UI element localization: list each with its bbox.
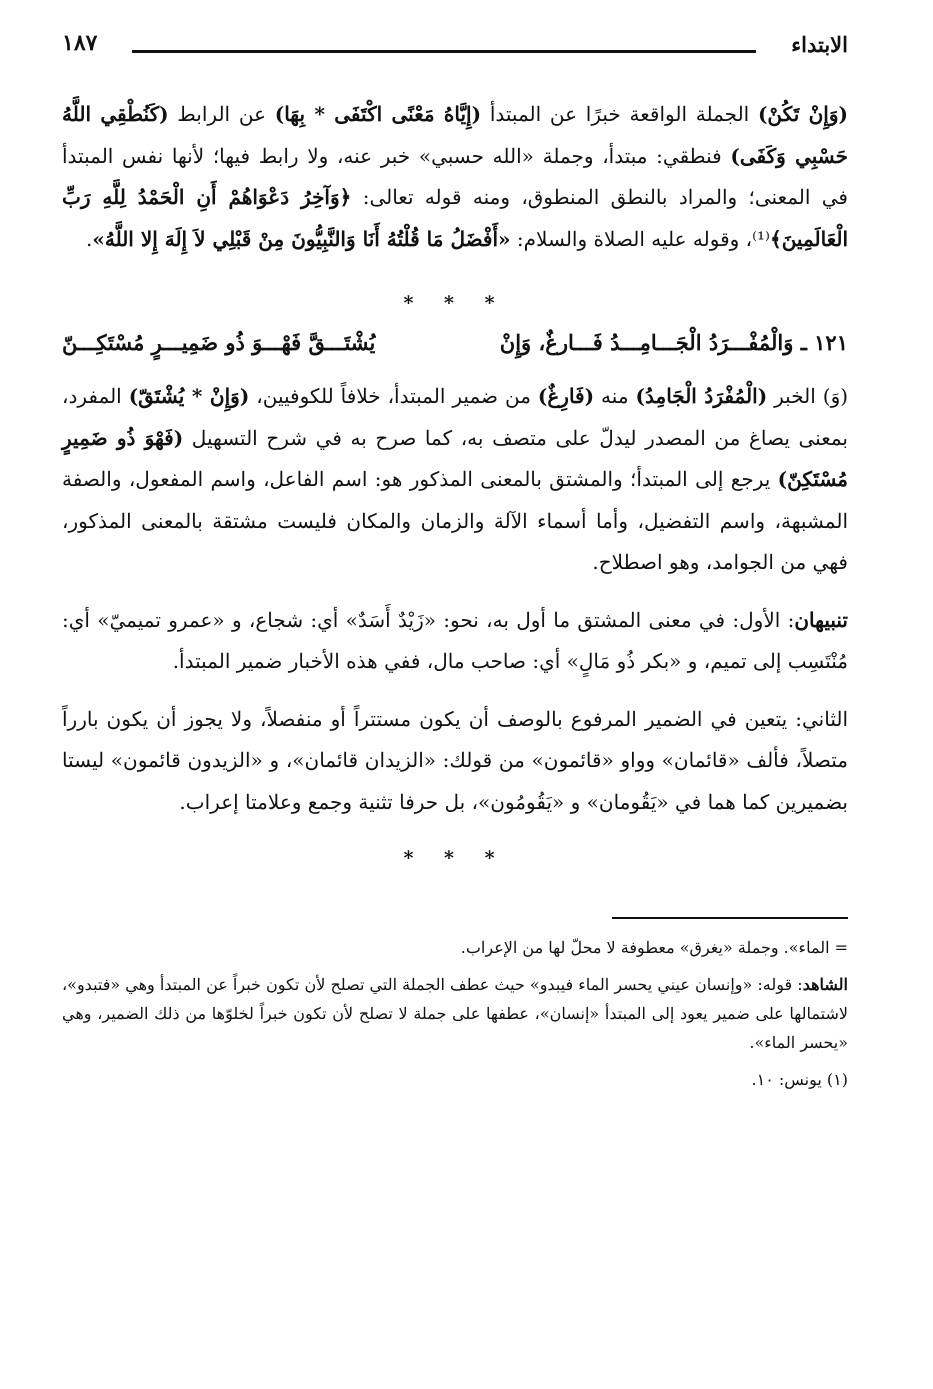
text-span: (كَنُطْقِي اللَّهُ حَسْبِي وَكَفَى) xyxy=(62,102,848,168)
text-span: (فَهْوَ ذُو ضَمِيرٍ مُسْتَكِنّ) xyxy=(62,425,848,491)
section-separator: * * * xyxy=(403,292,507,314)
text-span: (وَإِنْ تَكُنْ) xyxy=(757,102,848,126)
hadith-quote: «أَفْضَلُ مَا قُلْتُهُ أَنَا وَالنَّبِيُّونَ مِنْ قَبْلِي لاَ إِلَهَ إِلا اللَّهُ» xyxy=(92,226,511,251)
page-number: ١٨٧ xyxy=(62,30,98,56)
paragraph-4: الثاني: يتعين في الضمير المرفوع بالوصف أن يكون مستتراً أو منفصلاً، ولا يجوز أن يكون بارراً متصلاً، فألف «قائمان» وواو «قائمون» من قولك: «الزيدان قائمان»، و «الزيدون قائمون» ليستا بضميرين كما هما في «يَقُومان» و «يَقُومُون»، بل حرفا تثنية وجمع وعلامتا إعراب. xyxy=(62,706,849,814)
footnote-label: الشاهد xyxy=(802,975,848,994)
text-span: (إِيَّاهُ مَعْنًى اكْتَفَى * بِهَا) xyxy=(274,102,482,126)
note-heading: تنبيهان xyxy=(794,607,848,632)
text-span: منه xyxy=(594,384,636,408)
text-span: : الأول: في معنى المشتق ما أول به، نحو: «زَيْدٌ أَسَدٌ» أي: شجاع، و «عمرو تميميّ» أي: مُنْتَسِب إلى تميم، و «بكر ذُو مَالٍ» أي: صاحب مال، ففي هذه الأخبار ضمير المبتدأ. xyxy=(62,607,848,673)
text-span: فنطقي: مبتدأ، وجملة «الله حسبي» خبر عنه، ولا رابط فيها؛ لأنها نفس المبتدأ في المعنى؛ والمراد بالنطق المنطوق، ومنه قوله تعالى: xyxy=(62,143,848,209)
text-span: (وَ) الخبر xyxy=(767,384,849,408)
paragraph-1 xyxy=(62,94,848,260)
text-span: . xyxy=(86,226,93,251)
text-span: : قوله: «وإنسان عيني يحسر الماء فيبدو» حيث عطف الجملة التي تصلح لأن تكون خبراً عن المبتدأ وهي «فتبدو»، لاشتمالها على ضمير يعود إلى المبتدأ «إنسان»، عطفها على جملة لا تصلح لأن تكون خبراً لخلوّها من ذلك الضمير، وهي «يحسر الماء». xyxy=(62,975,848,1052)
text-span: الجملة الواقعة خبرًا عن المبتدأ xyxy=(481,102,758,126)
text-span: (وَإِنْ * يُشْتَقّ) xyxy=(128,384,250,408)
text-span: ⁽¹⁾، وقوله عليه الصلاة والسلام: xyxy=(510,226,770,251)
footnote-shahid xyxy=(62,970,848,1057)
text-span: عن الرابط xyxy=(168,102,275,126)
book-page xyxy=(62,30,848,1094)
footnote-continuation: = الماء». وجملة «يغرق» معطوفة لا محلّ لها من الإعراب. xyxy=(460,938,848,957)
quran-quote: ﴿وَآخِرُ دَعْوَاهُمْ أَنِ الْحَمْدُ لِلَّهِ رَبِّ الْعَالَمِينَ﴾ xyxy=(62,185,848,251)
verse-line xyxy=(62,328,848,358)
chapter-title: الابتداء xyxy=(791,32,848,57)
footnote-rule xyxy=(612,917,848,919)
text-span: يرجع إلى المبتدأ؛ والمشتق بالمعنى المذكور هو: اسم الفاعل، واسم المفعول، والصفة المشبهة، واسم التفضيل، وأما أسماء الآلة والزمان والمكان فليست مشتقة بالمعنى المذكور، فهي من الجوامد، وهو اصطلاح. xyxy=(62,467,848,574)
section-separator: * * * xyxy=(403,847,507,869)
text-span: (الْمُفْرَدُ الْجَامِدُ) xyxy=(635,384,768,408)
text-span: المفرد، بمعنى يصاغ من المصدر ليدلّ على متصف به، كما صرح به في شرح التسهيل xyxy=(62,384,848,450)
paragraph-3 xyxy=(62,600,848,683)
footnote-1: (١) يونس: ١٠. xyxy=(751,1070,848,1089)
paragraph-2 xyxy=(62,376,848,584)
footnotes xyxy=(62,933,848,1094)
text-span: من ضمير المبتدأ، خلافاً للكوفيين، xyxy=(249,384,538,408)
verse-second-hemistich: يُشْتَـــقَّ فَهْـــوَ ذُو ضَمِيـــرٍ مُسْتَكِـــنّ xyxy=(62,330,376,355)
page-header xyxy=(62,30,848,62)
verse-first-hemistich: ١٢١ ـ وَالْمُفْـــرَدُ الْجَـــامِـــدُ فَـــارغٌ، وَإِنْ xyxy=(499,330,848,355)
header-rule xyxy=(132,50,756,53)
text-span: (فَارِغٌ) xyxy=(537,384,595,408)
